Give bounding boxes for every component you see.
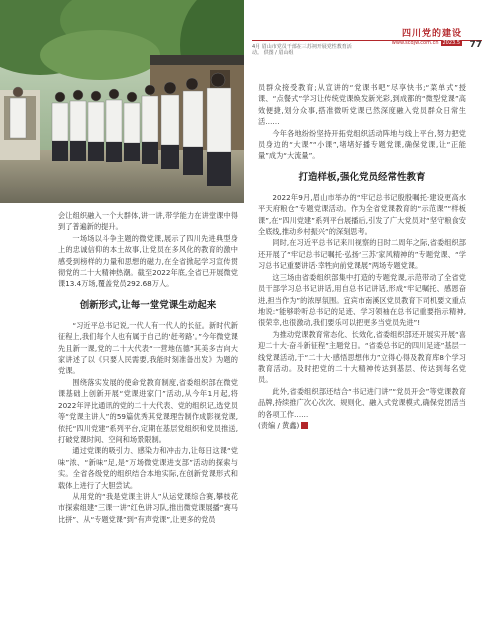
paragraph: 会让组织融入一个大群体,讲一讲,带学能力在讲堂课中得到了普遍新的提升。 [58, 211, 238, 232]
paragraph: 从用党的“我是党课主讲人”从运党课综合赛,攀枝花市探索组建“三课一讲”红色讲习队,推出微党课展播“赛马比拼”、从“专题党课”到“有声党课”,让更多的党员 [58, 491, 238, 524]
editor-credit: (责编 / 黄鑫) [258, 420, 300, 430]
section-heading: 打造样板,强化党员经常性教育 [298, 171, 426, 183]
paragraph: 今年各地纷纷坚持开拓党组织活动阵地与线上平台,努力把党员身边的“大课”“小课”,堵堵好播专题党课,确保党课,让“正能量”成为“大流量”。 [258, 128, 466, 161]
paragraph: 通过党课的吸引力、感染力和冲击力,让每日这课“党味”浓、“新味”足,是“万场微党课进支部”活动的探索与实。全省各级党的组织结合本地实际,在创新党课形式和载体上进行了大胆尝试。 [58, 446, 238, 490]
paragraph: 员群众接受教育;从宣讲的“党课书吧”尽享快书;“菜单式”授课、“点餐式”学习让传统党课焕发新光彩,到成都的“微型党课”高效便捷,划分众事,搭准微听党课已然深度融入党员群众日常生活…… [258, 83, 466, 127]
photo-illustration [0, 0, 244, 203]
paragraph: 2022年9月,眉山市举办的“牢记总书记殷殷嘱托·建设更高水平天府粮仓”专题党课活动。作为全省党课教育的“示范课”“样板课”,在“四川党建”系列平台展播后,引发了广大党员对“坚守粮食安全底线,推动乡村振兴”的深刻思考。 [258, 192, 466, 237]
right-column [258, 82, 466, 431]
end-mark-icon [301, 422, 308, 429]
magazine-url [392, 40, 462, 46]
url-text: www.scdjw.com.cn [391, 40, 439, 46]
paragraph: 这三场由省委组织部集中打造的专题党课,示范带动了全省党员干部学习总书记讲话,用自总书记讲话,形成“牢记嘱托、感恩奋进,担当作为”的浓厚氛围。宜宾市南溪区党员教育下司机要文重点地说:“能够聆听总书记的足迹、学习领袖在总书记重要指示精神,很荣幸,也很激动,我们要乐可以把更多当党员先进”! [258, 272, 466, 328]
hero-photo [0, 0, 244, 203]
page-number: 77 [469, 40, 482, 50]
issue-badge: 2023.5 [442, 40, 460, 46]
paragraph: 为推动党课教育常态化、长效化,省委组织部还开展实开展“喜迎二十大·奋斗新征程”主题党日。“省委总书记的四川足迹”基层一线党课活动,于“二十大·感悟思想伟力”立得心得及教育库8个学习教育活动。及时把党的二十大精神传达到基层、传达到每名党员。 [258, 329, 466, 385]
photo-caption: 4月 眉山市党员干部在三苏祠开展党性教育活动。 供图 / 眉山组 [252, 44, 352, 56]
running-header [392, 26, 462, 46]
section-heading: 创新形式,让每一堂党课生动起来 [79, 299, 217, 311]
magazine-name: 四川党的建设 [401, 29, 462, 39]
paragraph: 此外,省委组织部还结合“书记进门讲”“党员开会”等党课教育品牌,持续推广次心次次、规则化、融入式党课模式,确保党团活当的各项工作…… [258, 386, 466, 419]
left-column [58, 210, 238, 525]
paragraph: 一场场以斗争主题的微党课,展示了四川先进典型身上的忠诚信仰的本土故事,让党员在多风化的教育的激中感受到榜样的力量和思想的磁力,在全省掀起学习宣传贯彻党的二十大精神热潮。截至2022年底,全省已开展微党课13.4万场,覆盖党员292.68万人。 [58, 233, 238, 289]
paragraph: 同时,在习近平总书记来川视察的日时二周年之际,省委组织部还开展了“牢记总书记嘱托·弘扬‘三苏’家风精神的”专题党课、“学习总书记重要讲话·幸牲向前党课展”两场专题党课。 [258, 238, 466, 271]
paragraph: “习近平总书记说,一代人有一代人的长征。新时代新征程上,我们每个人也有属于自己的‘赶考路’。”今年微党课先且新一课,党的二十大代表“一营地伍德”其美多吉向大家讲述了以《只要人民需要,我能时刻准备出发》为题的党课。 [58, 320, 238, 376]
sign-off [258, 420, 466, 431]
paragraph: 围绕落实发展的使命党教育制度,省委组织部在微党课基础上创新开展“党课进家门”活动,从今年1月起,将2022年评比通讯的党的二十大代表、党的组织记,选党员等“党课主讲人”的59篇优秀其党课理告制作成影视党课,依托“四川党建”系列平台,定期在基层党组织和党员推送,打破党课时间、空间和场景限制。 [58, 377, 238, 444]
